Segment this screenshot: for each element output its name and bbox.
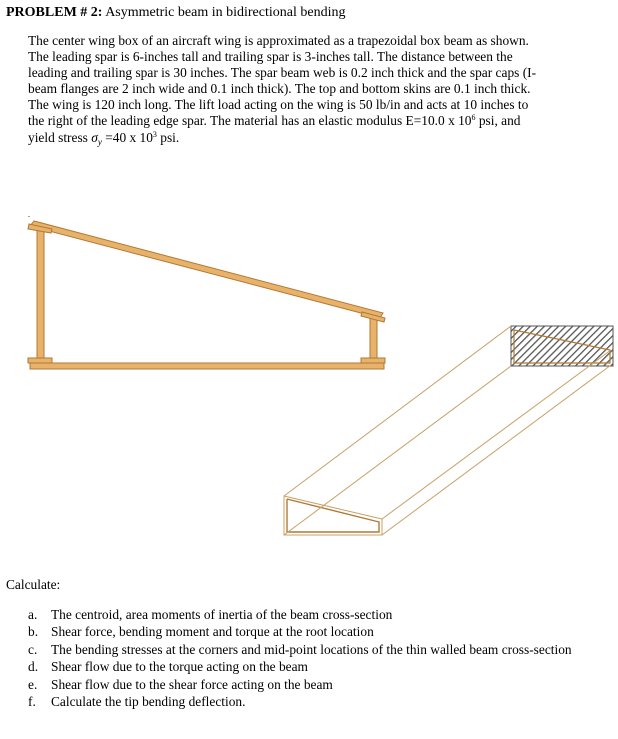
- task-item: [28, 658, 603, 675]
- task-item: [28, 623, 603, 640]
- description-line: The wing is 120 inch long. The lift load acting on the wing is 50 lb/in and acts at 10 inches to: [28, 97, 529, 113]
- leading-spar-bottom-cap: [28, 358, 52, 363]
- task-text: The centroid, area moments of inertia of the beam cross-section: [51, 607, 393, 622]
- modulus-unit: psi, and: [475, 113, 521, 129]
- task-item: [28, 641, 603, 658]
- task-letter: c.: [28, 641, 38, 657]
- stray-mark: .: [28, 210, 30, 219]
- yield-text: yield stress: [28, 129, 92, 145]
- yield-value: =40 x 10: [101, 129, 153, 145]
- beam-edge: [382, 350, 611, 519]
- task-letter: e.: [28, 676, 38, 692]
- task-letter: a.: [28, 607, 38, 622]
- task-item: [28, 693, 603, 710]
- task-list: [28, 606, 603, 710]
- modulus-exponent: 6: [471, 113, 476, 123]
- bottom-skin: [30, 363, 384, 369]
- wing-box-diagram: [284, 326, 613, 535]
- task-letter: b.: [28, 624, 39, 640]
- problem-title: Asymmetric beam in bidirectional bending: [105, 5, 346, 20]
- problem-number: PROBLEM # 2:: [6, 5, 103, 20]
- description-line: The leading spar is 6-inches tall and trailing spar is 3-inches tall. The distance between the: [28, 49, 513, 65]
- yield-unit: psi.: [156, 129, 180, 145]
- task-letter: d.: [28, 659, 39, 675]
- task-letter: f.: [28, 694, 36, 710]
- task-text: Shear flow due to the torque acting on the beam: [51, 659, 308, 675]
- calculate-label: Calculate:: [6, 577, 61, 592]
- description-line: The center wing box of an aircraft wing is approximated as a trapezoidal box beam as shown.: [28, 33, 529, 48]
- trailing-spar-bottom-cap: [361, 358, 385, 363]
- yield-exponent: 3: [152, 129, 157, 139]
- top-skin: [30, 221, 383, 318]
- task-item: [28, 606, 603, 623]
- task-text: Shear flow due to the shear force acting on the beam: [51, 676, 333, 692]
- task-text: Calculate the tip bending deflection.: [51, 694, 246, 710]
- sigma-symbol: σ: [91, 129, 98, 145]
- description-line: beam flanges are 2 inch wide and 0.1 inch thick). The top and bottom skins are 0.1 inch thick.: [28, 81, 531, 97]
- task-text: The bending stresses at the corners and mid-point locations of the thin walled beam cross-section: [51, 641, 572, 657]
- task-text: Shear force, bending moment and torque at the root location: [51, 624, 374, 640]
- description-line: leading and trailing spar is 30 inches. The spar beam web is 0.2 inch thick and the spar caps (I-: [28, 65, 537, 81]
- cross-section-diagram: [28, 210, 385, 369]
- trailing-spar-web: [370, 316, 377, 361]
- beam-edge: [284, 326, 511, 496]
- task-item: [28, 676, 603, 693]
- sigma-subscript: y: [97, 136, 102, 147]
- beam-edge: [284, 366, 511, 535]
- leading-spar-web: [37, 228, 44, 360]
- modulus-text: the right of the leading edge spar. The material has an elastic modulus E=10.0 x 10: [28, 113, 472, 129]
- beam-edge: [382, 365, 611, 535]
